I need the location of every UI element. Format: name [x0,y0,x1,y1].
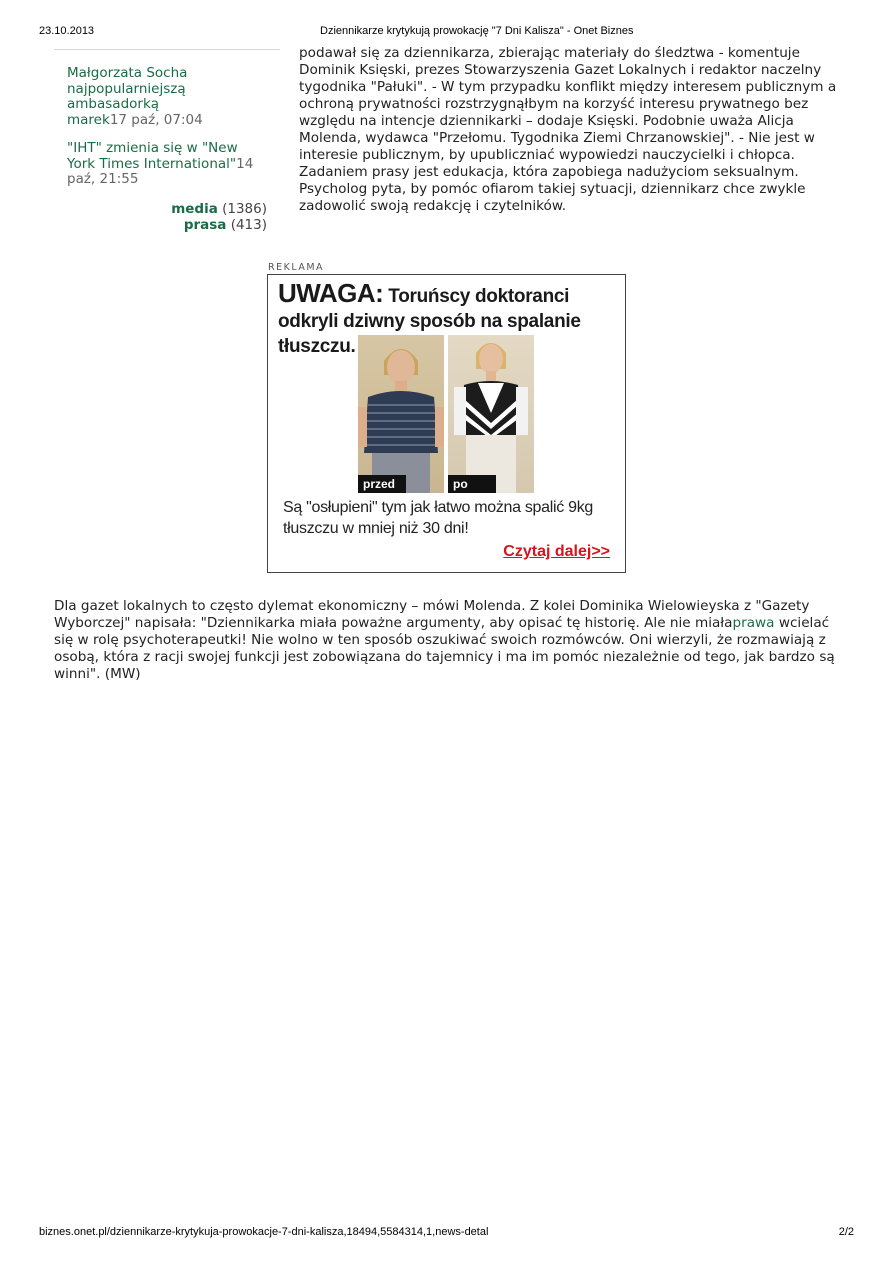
related-article-item [54,66,267,128]
ad-before-photo [358,335,444,493]
sidebar-divider [54,49,280,50]
tag-link-media[interactable]: media [171,200,218,217]
related-article-link[interactable]: Małgorzata Socha najpopularniejszą ambasadorką [67,65,188,112]
sidebar [54,49,280,233]
tag-list [54,201,267,233]
ad-after-caption: po [448,475,496,493]
tag-item [54,201,267,217]
inline-link-prawa[interactable]: prawa [732,615,775,631]
article-paragraph: podawał się za dziennikarza, zbierając materiały do śledztwa - komentuje Dominik Księski, prezes Stowarzyszenia Gazet Lokalnych i redaktor naczelny tygodnika "Pałuki". - W tym przypadku konflikt między interesem publicznym a ochroną prywatności rozstrzygnąłbym na korzyść interesu prywatnego bez względu na intencje dziennikarki – dodaje Księski. Podobnie uważa Alicja Molenda, wydawca "Przełomu. Tygodnika Ziemi Chrzanowskiej". - Nie jest w interesie publicznym, by upubliczniać wypowiedzi nauczycielki i chłopca. Zadaniem prasy jest edukacja, która zapobiega nadużyciom seksualnym. Psycholog pyta, by pomóc ofiarom takiej sytuacji, dziennikarz chce zwykle zadowolić swoją redakcję i czytelników. [299,45,837,214]
ad-headline-prefix: UWAGA: [278,278,384,308]
ad-headline-text: Toruńscy doktoranci odkryli dziwny sposób na spalanie tłuszczu. [278,286,581,357]
tag-item [54,217,267,233]
ad-before-caption: przed [358,475,406,493]
print-page-number: 2/2 [838,1226,854,1238]
print-page-title: Dziennikarze krytykują prowokację "7 Dni Kalisza" - Onet Biznes [320,25,634,37]
related-article-author-link[interactable]: marek [67,111,110,128]
tag-count: (1386) [222,200,267,217]
ad-after-photo [448,335,534,493]
ad-body-text: Są "osłupieni" tym jak łatwo można spalić 9kg tłuszczu w mniej niż 30 dni! [283,499,594,537]
before-woman-illustration [358,335,444,493]
tag-link-prasa[interactable]: prasa [183,216,227,233]
tag-count: (413) [230,216,267,233]
print-url: biznes.onet.pl/dziennikarze-krytykuja-prowokacje-7-dni-kalisza,18494,5584314,1,news-detal [39,1226,489,1238]
related-article-date: 17 paź, 07:04 [109,111,203,128]
related-article-item [54,141,267,188]
article-text: Dla gazet lokalnych to często dylemat ekonomiczny – mówi Molenda. Z kolei Dominika Wielowieyska z "Gazety Wyborczej" napisała: "Dziennikarka miała poważne argumenty, aby opisać tę historię. Ale nie miała [54,598,810,631]
ad-read-more-link[interactable]: Czytaj dalej>> [503,543,610,560]
print-date: 23.10.2013 [39,25,95,37]
related-article-date: 14 paź, 21:55 [67,155,254,187]
related-article-link[interactable]: "IHT" zmienia się w "New York Times International" [67,140,238,172]
ad-label: REKLAMA [268,262,325,273]
after-woman-illustration [448,335,534,493]
advertisement-banner[interactable] [267,274,626,573]
article-text: wcielać się w rolę psychoterapeutki! Nie wolno w ten sposób oszukiwać swoich rozmówców. Oni wierzyli, że rozmawiają z osobą, która z racji swojej funkcji jest zobowiązana do tajemnicy i ma im pomóc niezależnie od tego, jak bardzo są winni". (MW) [54,615,835,682]
article-paragraph [54,598,844,683]
